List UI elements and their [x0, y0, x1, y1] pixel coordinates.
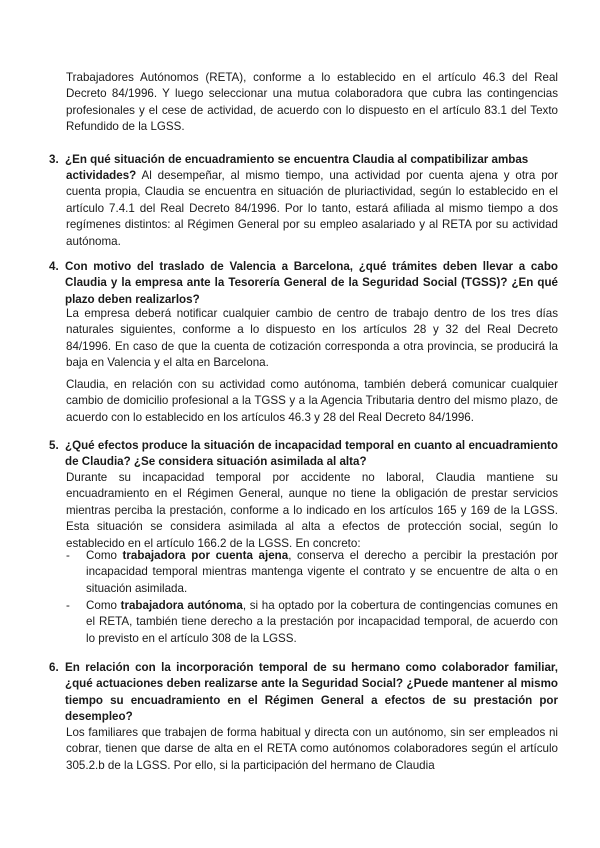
answer-6-text: Los familiares que trabajen de forma habitual y directa con un autónomo, sin ser empleados ni cobrar, tienen que darse de alta en el RETA como autónomos colaboradores según el artículo 305.2.b de la LGSS. Por ello, si la participación del hermano de Claudia [66, 726, 558, 772]
question-6 [49, 660, 558, 726]
question-5 [49, 438, 558, 471]
question-3-text-line1: ¿En qué situación de encuadramiento se encuentra Claudia al compatibilizar ambas [65, 153, 529, 166]
answer-4-text-2: Claudia, en relación con su actividad como autónoma, también deberá comunicar cualquier cambio de domicilio profesional a la TGSS y a la Agencia Tributaria dentro del mismo plazo, de acuerdo con lo establecido en los artículos 46.3 y 28 del Real Decreto 84/1996. [66, 378, 558, 424]
answer-5-bullet-2 [66, 598, 558, 647]
question-6-number: 6. [49, 661, 59, 674]
question-4-number: 4. [49, 260, 59, 273]
question-4-text: Con motivo del traslado de Valencia a Barcelona, ¿qué trámites deben llevar a cabo Claudia y la empresa ante la Tesorería General de la Seguridad Social (TGSS)? ¿En qué plazo deben realizarlos? [65, 260, 558, 306]
answer-4-text-1: La empresa deberá notificar cualquier cambio de centro de trabajo dentro de los tres días naturales siguientes, conforme a lo dispuesto en los artículos 28 y 32 del Real Decreto 84/1996. En caso de que la cuenta de cotización corresponda a otra provincia, se producirá la baja en Valencia y el alta en Barcelona. [66, 307, 558, 370]
question-6-text: En relación con la incorporación temporal de su hermano como colaborador familiar, ¿qué actuaciones deben realizarse ante la Seguridad Social? ¿Puede mantener al mismo tiempo su encuadramiento en el Régimen General a efectos de su prestación por desempleo? [65, 661, 558, 724]
bullet-text: Como trabajadora por cuenta ajena, conserva el derecho a percibir la prestación por incapacidad temporal mientras mantenga vigente el contrato y se encuentre de alta o en situación asimilada. [86, 549, 559, 595]
question-4 [49, 259, 558, 308]
bullet-dash: - [66, 549, 70, 562]
question-5-number: 5. [49, 439, 59, 452]
intro-paragraph [66, 70, 558, 136]
bullet-text: Como trabajadora autónoma, si ha optado por la cobertura de contingencias comunes en el RETA, también tiene derecho a la prestación por incapacidad temporal, de acuerdo con lo previsto en el artículo 308 de la LGSS. [86, 599, 558, 645]
answer-6-paragraph [66, 725, 558, 774]
answer-5-text: Durante su incapacidad temporal por accidente no laboral, Claudia mantiene su encuadramiento en el Régimen General, aunque no tiene la obligación de prestar servicios mientras perciba la prestación, conforme a lo indicado en los artículos 165 y 169 de la LGSS. Esta situación se considera asimilada al alta a efectos de protección social, según lo establecido en el artículo 166.2 de la LGSS. En concreto: [66, 471, 558, 550]
question-3 [49, 152, 558, 168]
answer-5-bullet-1 [66, 548, 558, 597]
bullet-dash: - [66, 599, 70, 612]
intro-text: Trabajadores Autónomos (RETA), conforme a lo establecido en el artículo 46.3 del Real Decreto 84/1996. Y luego seleccionar una mutua colaboradora que cubra las contingencias profesionales y el cese de actividad, de acuerdo con lo dispuesto en el artículo 83.1 del Texto Refundido de la LGSS. [66, 71, 558, 134]
answer-3 [66, 168, 558, 250]
bullet-bold: trabajadora autónoma [120, 599, 243, 612]
answer-4-paragraph-1 [66, 306, 558, 372]
answer-3-text: Al desempeñar, al mismo tiempo, una actividad por cuenta ajena y otra por cuenta propia, Claudia se encuentra en situación de pluriactividad, según lo establecido en el artículo 7.4.1 del Real Decreto 84/1996. Por lo tanto, estará afiliada al mismo tiempo a dos regímenes distintos: al Régimen General por su empleo asalariado y al RETA por su actividad autónoma. [66, 169, 558, 248]
question-5-text: ¿Qué efectos produce la situación de incapacidad temporal en cuanto al encuadramiento de Claudia? ¿Se considera situación asimilada al alta? [65, 439, 558, 469]
bullet-bold: trabajadora por cuenta ajena [122, 549, 289, 562]
question-3-number: 3. [49, 153, 59, 166]
answer-4-paragraph-2 [66, 377, 558, 426]
answer-5-paragraph [66, 470, 558, 552]
question-3-text-line2: actividades? [66, 169, 137, 182]
